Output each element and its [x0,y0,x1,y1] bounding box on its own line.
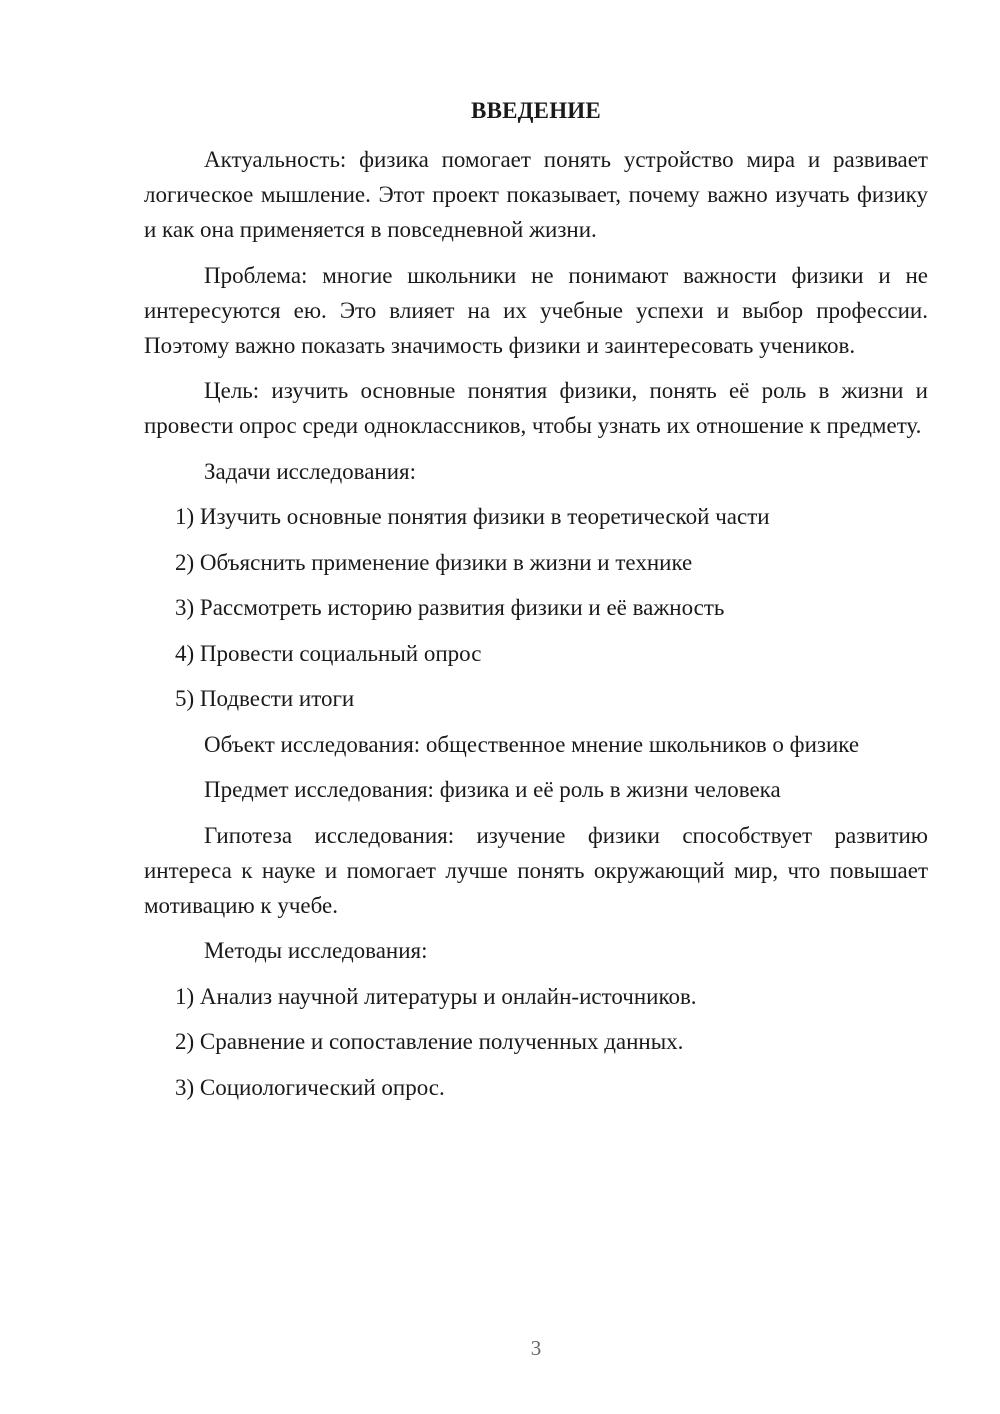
task-item: 5) Подвести итоги [175,686,355,711]
section-title: ВВЕДЕНИЕ [471,98,601,123]
hypothesis-paragraph: Гипотеза исследования: изучение физики способствует развитию интереса к науке и помогает лучше понять окружающий мир, что повышает мотивацию к учебе. [144,822,928,918]
problem-paragraph: Проблема: многие школьники не понимают важности физики и не интересуются ею. Это влияет на их учебные успехи и выбор профессии. Поэтому важно показать значимость физики и заинтересовать учеников. [144,262,928,358]
task-item: 3) Рассмотреть историю развития физики и её важность [175,595,725,620]
research-object: Объект исследования: общественное мнение школьников о физике [204,731,860,757]
goal-paragraph: Цель: изучить основные понятия физики, понять её роль в жизни и провести опрос среди одноклассников, чтобы узнать их отношение к предмету. [144,378,928,438]
task-item: 2) Объяснить применение физики в жизни и технике [175,549,693,575]
task-item: 1) Изучить основные понятия физики в теоретической части [175,504,770,529]
page-number: 3 [530,1336,542,1360]
method-item: 1) Анализ научной литературы и онлайн-источников. [175,983,697,1009]
tasks-heading: Задачи исследования: [204,458,417,484]
method-item: 2) Сравнение и сопоставление полученных данных. [175,1029,684,1054]
methods-heading: Методы исследования: [204,938,428,963]
relevance-paragraph: Актуальность: физика помогает понять устройство мира и развивает логическое мышление. Этот проект показывает, почему важно изучать физику и как она применяется в повседневной жизни. [144,147,928,242]
task-item: 4) Провести социальный опрос [175,640,482,666]
research-subject: Предмет исследования: физика и её роль в жизни человека [204,777,781,802]
body-text [144,142,928,1115]
method-item: 3) Социологический опрос. [175,1074,445,1100]
